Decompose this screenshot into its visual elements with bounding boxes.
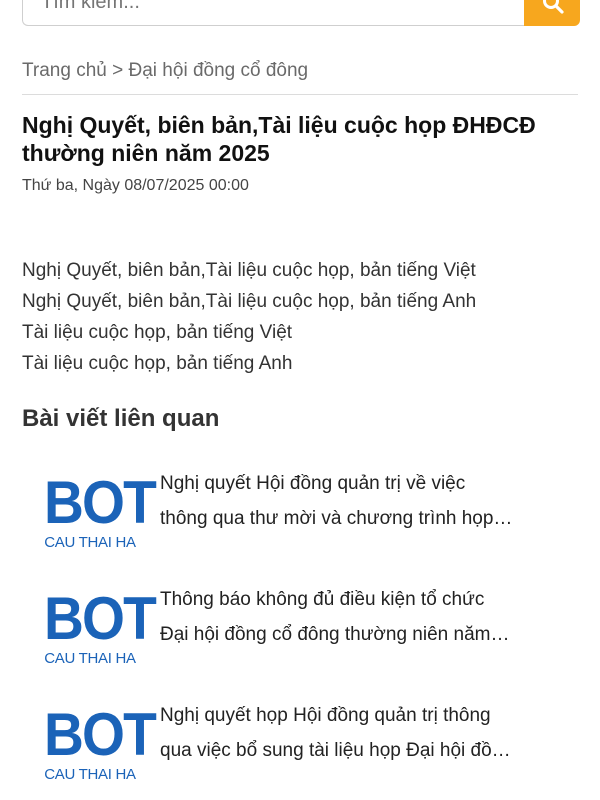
related-item-line: Đại hội đồng cổ đông thường niên năm…: [160, 624, 510, 645]
document-link[interactable]: Tài liệu cuộc họp, bản tiếng Anh: [22, 353, 293, 374]
related-item-line: thông qua thư mời và chương trình họp…: [160, 508, 513, 529]
logo-main-text: BOT: [44, 701, 156, 768]
article-title: Nghị Quyết, biên bản,Tài liệu cuộc họp ĐHĐCĐ thường niên năm 2025: [22, 112, 536, 166]
document-links: [22, 255, 476, 379]
logo-sub-text: CAU THAI HA: [44, 650, 136, 667]
divider: [22, 94, 578, 95]
search-bar: [22, 0, 580, 26]
search-input[interactable]: [22, 0, 527, 26]
related-item-line: Thông báo không đủ điều kiện tổ chức: [160, 589, 485, 610]
related-item-title[interactable]: [160, 582, 580, 652]
related-item-title[interactable]: [160, 466, 580, 536]
search-icon: [542, 0, 564, 14]
bot-logo[interactable]: [40, 585, 156, 668]
related-item[interactable]: [22, 698, 578, 798]
document-link[interactable]: Nghị Quyết, biên bản,Tài liệu cuộc họp, bản tiếng Việt: [22, 260, 476, 281]
logo-sub-text: CAU THAI HA: [44, 534, 136, 551]
related-item[interactable]: [22, 466, 578, 566]
breadcrumb-home-link[interactable]: Trang chủ: [22, 60, 107, 81]
bot-logo[interactable]: [40, 701, 156, 784]
related-item-line: Nghị quyết Hội đồng quản trị về việc: [160, 473, 466, 494]
breadcrumb-separator: >: [112, 60, 124, 81]
search-button[interactable]: [524, 0, 580, 26]
related-item-line: Nghị quyết họp Hội đồng quản trị thông: [160, 705, 491, 726]
breadcrumb: [22, 60, 308, 82]
bot-logo[interactable]: [40, 469, 156, 552]
related-item-line: qua việc bổ sung tài liệu họp Đại hội đồ…: [160, 740, 511, 761]
breadcrumb-current[interactable]: Đại hội đồng cổ đông: [128, 60, 309, 81]
logo-main-text: BOT: [44, 585, 156, 652]
related-heading: Bài viết liên quan: [22, 405, 220, 432]
related-item-title[interactable]: [160, 698, 580, 768]
related-item[interactable]: [22, 582, 578, 682]
document-link[interactable]: Nghị Quyết, biên bản,Tài liệu cuộc họp, bản tiếng Anh: [22, 291, 477, 312]
document-link[interactable]: Tài liệu cuộc họp, bản tiếng Việt: [22, 322, 293, 343]
logo-sub-text: CAU THAI HA: [44, 766, 136, 783]
logo-main-text: BOT: [44, 469, 156, 536]
article-date: Thứ ba, Ngày 08/07/2025 00:00: [22, 177, 249, 194]
